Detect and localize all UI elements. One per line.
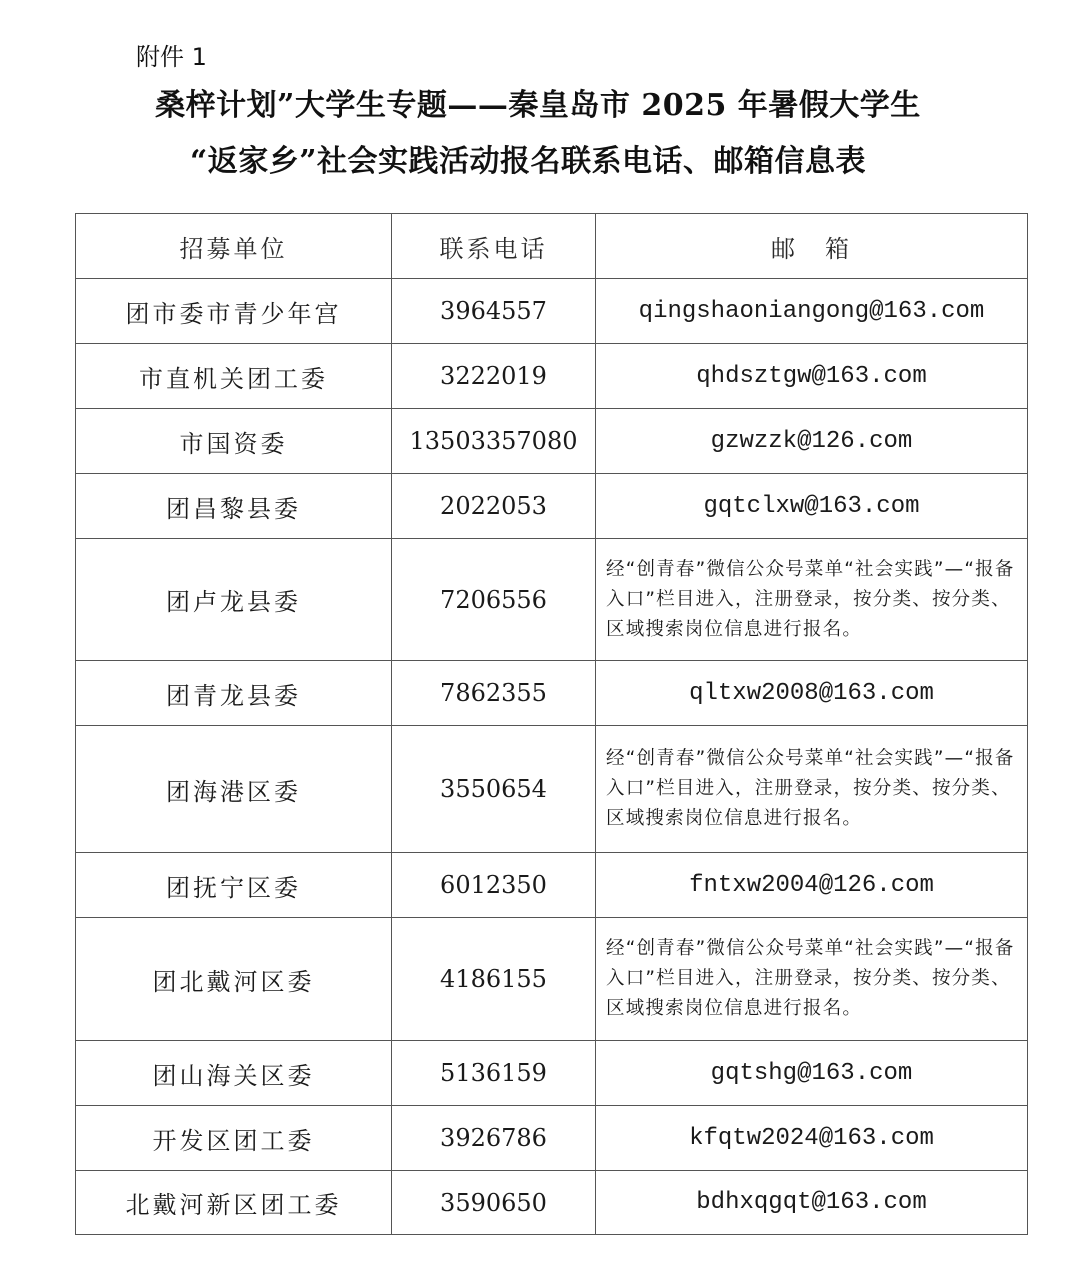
phone-cell: 7206556	[392, 539, 596, 661]
phone-cell: 7862355	[392, 661, 596, 726]
unit-cell: 团卢龙县委	[76, 539, 392, 661]
unit-cell: 团市委市青少年宫	[76, 279, 392, 344]
attachment-label: 附件 1	[136, 43, 207, 71]
email-cell: qingshaoniangong@163.com	[596, 279, 1028, 344]
email-cell: qltxw2008@163.com	[596, 661, 1028, 726]
registration-instructions-cell: 经“创青春”微信公众号菜单“社会实践”—“报备入口”栏目进入，注册登录，按分类、按分类、区域搜索岗位信息进行报名。	[596, 726, 1028, 853]
phone-cell: 2022053	[392, 474, 596, 539]
table-row	[76, 1171, 1028, 1235]
table-row	[76, 661, 1028, 726]
phone-cell: 13503357080	[392, 409, 596, 474]
registration-instructions-cell: 经“创青春”微信公众号菜单“社会实践”—“报备入口”栏目进入，注册登录，按分类、按分类、区域搜索岗位信息进行报名。	[596, 918, 1028, 1041]
table-header-row	[76, 214, 1028, 279]
phone-cell: 3926786	[392, 1106, 596, 1171]
email-cell: gqtshg@163.com	[596, 1041, 1028, 1106]
table-row	[76, 409, 1028, 474]
unit-cell: 团山海关区委	[76, 1041, 392, 1106]
unit-cell: 开发区团工委	[76, 1106, 392, 1171]
table-row	[76, 853, 1028, 918]
phone-cell: 3964557	[392, 279, 596, 344]
document-title-line-1: 桑梓计划”大学生专题——秦皇岛市 2025 年暑假大学生	[155, 88, 921, 123]
phone-cell: 4186155	[392, 918, 596, 1041]
registration-instructions-cell: 经“创青春”微信公众号菜单“社会实践”—“报备入口”栏目进入，注册登录，按分类、按分类、区域搜索岗位信息进行报名。	[596, 539, 1028, 661]
header-email: 邮 箱	[596, 214, 1028, 279]
email-cell: fntxw2004@126.com	[596, 853, 1028, 918]
table-row	[76, 1106, 1028, 1171]
table-row	[76, 539, 1028, 661]
unit-cell: 团北戴河区委	[76, 918, 392, 1041]
table-row	[76, 918, 1028, 1041]
unit-cell: 市直机关团工委	[76, 344, 392, 409]
unit-cell: 北戴河新区团工委	[76, 1171, 392, 1235]
table-row	[76, 726, 1028, 853]
phone-cell: 6012350	[392, 853, 596, 918]
header-recruiting-unit: 招募单位	[76, 214, 392, 279]
unit-cell: 团海港区委	[76, 726, 392, 853]
email-cell: gqtclxw@163.com	[596, 474, 1028, 539]
phone-cell: 5136159	[392, 1041, 596, 1106]
phone-cell: 3590650	[392, 1171, 596, 1235]
unit-cell: 团抚宁区委	[76, 853, 392, 918]
email-cell: kfqtw2024@163.com	[596, 1106, 1028, 1171]
email-cell: gzwzzk@126.com	[596, 409, 1028, 474]
phone-cell: 3222019	[392, 344, 596, 409]
contact-info-table	[75, 213, 1028, 1235]
table-row	[76, 279, 1028, 344]
email-cell: qhdsztgw@163.com	[596, 344, 1028, 409]
unit-cell: 市国资委	[76, 409, 392, 474]
phone-cell: 3550654	[392, 726, 596, 853]
table-row	[76, 344, 1028, 409]
unit-cell: 团青龙县委	[76, 661, 392, 726]
table-row	[76, 474, 1028, 539]
unit-cell: 团昌黎县委	[76, 474, 392, 539]
header-contact-phone: 联系电话	[392, 214, 596, 279]
document-title-line-2: “返家乡”社会实践活动报名联系电话、邮箱信息表	[189, 144, 866, 179]
table-row	[76, 1041, 1028, 1106]
email-cell: bdhxqgqt@163.com	[596, 1171, 1028, 1235]
